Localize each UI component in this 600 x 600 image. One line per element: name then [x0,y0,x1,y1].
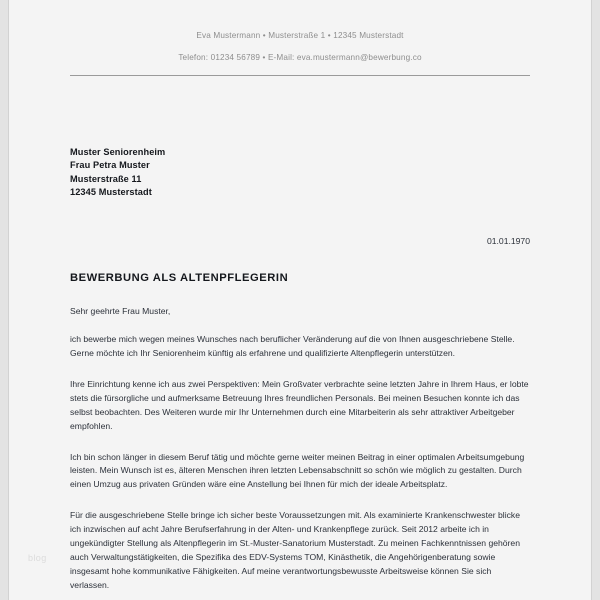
page-watermark: blog [28,553,47,563]
letter-salutation: Sehr geehrte Frau Muster, [70,306,171,317]
recipient-line-organization: Muster Seniorenheim [70,146,166,157]
letter-subject-heading: BEWERBUNG ALS ALTENPFLEGERIN [70,272,289,285]
letterhead-contact-line: Telefon: 01234 56789 • E-Mail: eva.mustermann@bewerbung.co [178,53,422,63]
letter-body [70,146,530,593]
letter-date: 01.01.1970 [486,236,530,247]
letterhead-divider [70,75,530,76]
letter-paragraph: ich bewerbe mich wegen meines Wunsches nach beruflicher Veränderung auf die von Ihnen ausgeschriebene Stelle. Gerne möchte ich Ihr Seniorenheim künftig als erfahrene und qualifizierte Altenpflegerin unterstützen. [70,334,515,358]
letterhead-sender-line: Eva Mustermann • Musterstraße 1 • 12345 Musterstadt [196,31,404,40]
recipient-line-street: Musterstraße 11 [70,173,142,184]
recipient-line-city: 12345 Musterstadt [70,187,152,198]
recipient-line-person: Frau Petra Muster [70,160,150,171]
recipient-address-block [70,146,530,200]
page-left-gutter [0,0,9,600]
letter-sheet [9,0,591,600]
letterhead [9,0,591,65]
letter-paragraph: Ich bin schon länger in diesem Beruf tätig und möchte gerne weiter meinen Beitrag in einer optimalen Arbeitsumgebung leisten. Mein Wunsch ist es, älteren Menschen ihren letzten Lebensabschnitt so schön wie möglich zu gestalten. Durch einen Umzug aus privaten Gründen wäre eine Anstellung bei Ihnen für mich der ideale Arbeitsplatz. [70,451,525,490]
letter-paragraph: Für die ausgeschriebene Stelle bringe ich sicher beste Voraussetzungen mit. Als examinierte Krankenschwester blicke ich inzwischen auf acht Jahre Berufserfahrung in der Alten- und Krankenpflege zurück. Seit 2012 arbeite ich in ungekündigter Stellung als Altenpflegerin im St.-Muster-Sanatorium Musterstadt. Zu meinen Fachkenntnissen gehören auch Verwaltungstätigkeiten, die Spezifika des EDV-Systems TOM, Kinästhetik, die Angehörigenberatung sowie insgesamt hohe kommunikative Fähigkeiten. Auf meine verantwortungsbewusste Arbeitsweise können Sie sich verlassen. [70,510,520,590]
page-right-gutter [591,0,600,600]
letter-paragraph: Ihre Einrichtung kenne ich aus zwei Perspektiven: Mein Großvater verbrachte seine letzten Jahre in Ihrem Haus, er lobte stets die fürsorgliche und aufmerksame Betreuung Ihres freundlichen Personals. Bei meinen Besuchen konnte ich das selbst beobachten. Des Weiteren wurde mir Ihr Unternehmen durch eine Mitarbeiterin als sehr attraktiver Arbeitgeber empfohlen. [70,378,529,431]
